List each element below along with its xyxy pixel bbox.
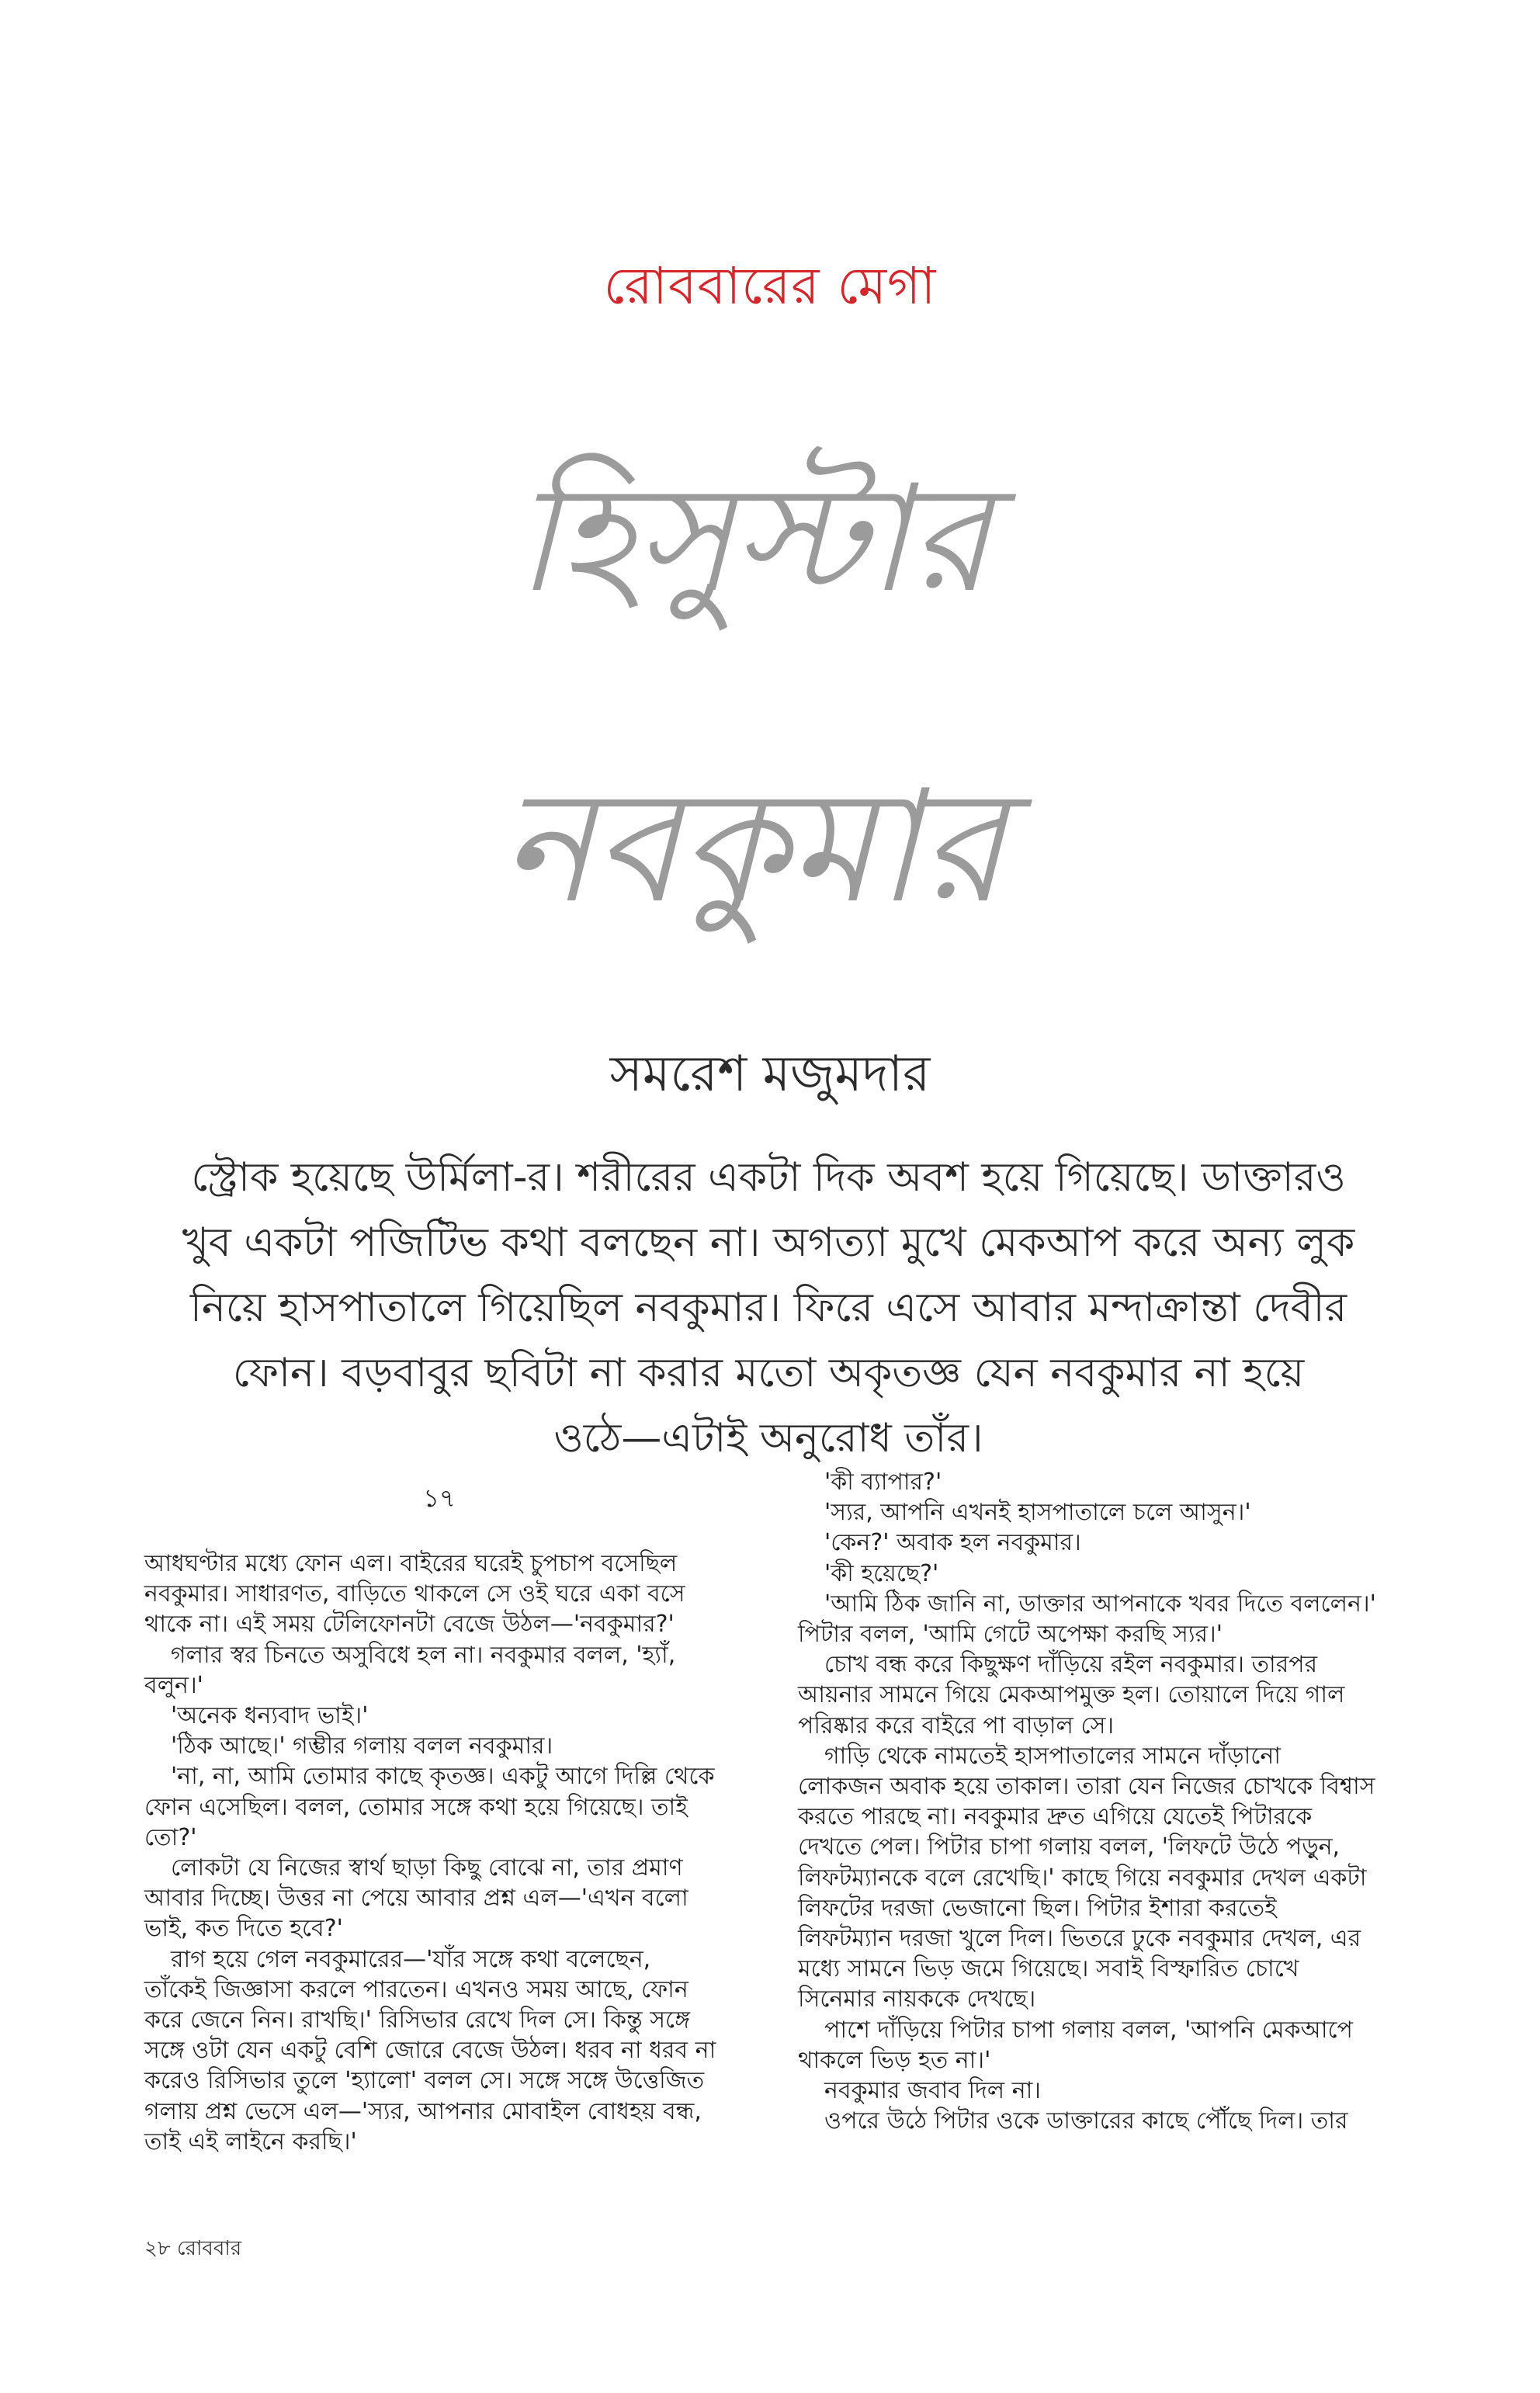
author-name: সমরেশ মজুমদার [609,1046,931,1103]
intro-line: ফোন। বড়বাবুর ছবিটা না করার মতো অকৃতজ্ঞ যেন নবকুমার না হয়ে [232,1350,1305,1396]
body-line: করতে পারছে না। নবকুমার দ্রুত এগিয়ে যেতেই পিটারকে [798,1803,1313,1831]
body-line: নবকুমার জবাব দিল না। [824,2077,1042,2105]
body-line: করে জেনে নিন। রাখছি।' রিসিভার রেখে দিল সে। কিন্তু সঙ্গে [144,2006,691,2034]
body-line: ভাই, কত দিতে হবে?' [144,1915,343,1943]
body-line: আধঘণ্টার মধ্যে ফোন এল। বাইরের ঘরেই চুপচাপ বসেছিল [144,1550,678,1577]
body-line: সঙ্গে ওটা যেন একটু বেশি জোরে বেজে উঠল। ধরব না ধরব না [144,2037,716,2065]
body-line: লিফটম্যানকে বলে রেখেছি।' কাছে গিয়ে নবকুমার দেখল একটা [798,1864,1367,1892]
body-line: বলুন।' [144,1671,203,1699]
body-line: 'কী হয়েছে?' [824,1559,939,1587]
title-lettering [419,334,1087,1017]
body-line: চোখ বন্ধ করে কিছুক্ষণ দাঁড়িয়ে রইল নবকুমার। তারপর [824,1651,1318,1679]
intro-line: নিয়ে হাসপাতালে গিয়েছিল নবকুমার। ফিরে এসে আবার মন্দাক্রান্তা দেবীর [189,1285,1348,1331]
body-line: পাশে দাঁড়িয়ে পিটার চাপা গলায় বলল, 'আপনি মেকআপে [824,2016,1353,2044]
body-line: তাঁকেই জিজ্ঞাসা করলে পারতেন। এখনও সময় আছে, ফোন [144,1975,688,2003]
body-line: লিফটের দরজা ভেজানো ছিল। পিটার ইশারা করতেই [798,1894,1277,1922]
body-line: লিফটম্যান দরজা খুলে দিল। ভিতরে ঢুকে নবকুমার দেখল, এর [798,1925,1361,1953]
body-line: পিটার বলল, 'আমি গেটে অপেক্ষা করছি স্যর।' [798,1621,1223,1649]
body-line: 'কী ব্যাপার?' [824,1469,942,1496]
body-line: ফোন এসেছিল। বলল, তোমার সঙ্গে কথা হয়ে গিয়েছে। তাই [144,1793,688,1821]
body-line: মধ্যে সামনে ভিড় জমে গিয়েছে। সবাই বিস্ফারিত চোখে [798,1955,1299,1983]
body-line: পরিষ্কার করে বাইরে পা বাড়াল সে। [798,1712,1115,1739]
left-column [144,1467,734,2157]
body-line: 'আমি ঠিক জানি না, ডাক্তার আপনাকে খবর দিতে বললেন।' [824,1590,1376,1618]
body-line: সিনেমার নায়ককে দেখছে। [798,1985,1036,2013]
body-line: গাড়ি থেকে নামতেই হাসপাতালের সামনে দাঁড়ানো [824,1742,1281,1770]
body-line: আয়নার সামনে গিয়ে মেকআপমুক্ত হল। তোয়ালে দিয়ে গাল [798,1681,1345,1709]
intro-paragraph [155,1145,1382,1471]
body-line: তো?' [144,1823,197,1851]
intro-line: খুব একটা পজিটিভ কথা বলছেন না। অগত্যা মুখে মেকআপ করে অন্য লুক [182,1219,1355,1266]
intro-line: স্ট্রোক হয়েছে উর্মিলা-র। শরীরের একটা দিক অবশ হয়ে গিয়েছে। ডাক্তারও [191,1154,1346,1201]
title-line-1: হিসুস্টার [515,453,990,625]
body-line: ওপরে উঠে পিটার ওকে ডাক্তারের কাছে পৌঁছে দিল। তার [824,2107,1348,2135]
body-line: 'কেন?' অবাক হল নবকুমার। [824,1529,1081,1557]
title-line-2: নবকুমার [501,757,1005,938]
body-line: লোকটা যে নিজের স্বার্থ ছাড়া কিছু বোঝে না, তার প্রমাণ [171,1854,683,1882]
body-line: 'অনেক ধন্যবাদ ভাই।' [171,1702,369,1730]
body-line: নবকুমার। সাধারণত, বাড়িতে থাকলে সে ওই ঘরে একা বসে [144,1580,685,1608]
body-line: রাগ হয়ে গেল নবকুমারের—'যাঁর সঙ্গে কথা বলেছেন, [171,1945,651,1973]
body-line: 'না, না, আমি তোমার কাছে কৃতজ্ঞ। একটু আগে দিল্লি থেকে [171,1763,715,1791]
body-line: 'স্যর, আপনি এখনই হাসপাতালে চলে আসুন।' [824,1499,1251,1527]
intro-line: ওঠে—এটাই অনুরোধ তাঁর। [553,1415,983,1462]
page-footer: ২৮ রোববার [144,2237,242,2260]
body-line: থাকে না। এই সময় টেলিফোনটা বেজে উঠল—'নবকুমার?' [144,1611,675,1639]
body-line: আবার দিচ্ছে। উত্তর না পেয়ে আবার প্রশ্ন এল—'এখন বলো [144,1885,688,1913]
body-line: লোকজন অবাক হয়ে তাকাল। তারা যেন নিজের চোখকে বিশ্বাস [798,1773,1375,1801]
body-line: 'ঠিক আছে।' গম্ভীর গলায় বলল নবকুমার। [171,1732,553,1760]
section-number: ১৭ [423,1483,456,1513]
body-line: তাই এই লাইনে করছি।' [144,2128,357,2155]
section-kicker: রোববারের মেগা [603,256,937,316]
body-line: গলার স্বর চিনতে অসুবিধে হল না। নবকুমার বলল, 'হ্যাঁ, [171,1641,676,1669]
body-line: গলায় প্রশ্ন ভেসে এল—'স্যর, আপনার মোবাইল বোধহয় বন্ধ, [144,2097,702,2125]
body-line: দেখতে পেল। পিটার চাপা গলায় বলল, 'লিফটে উঠে পড়ুন, [798,1833,1341,1861]
right-column [798,1467,1397,2136]
body-line: করেও রিসিভার তুলে 'হ্যালো' বলল সে। সঙ্গে সঙ্গে উত্তেজিত [144,2067,705,2095]
body-line: থাকলে ভিড় হত না।' [798,2046,991,2074]
